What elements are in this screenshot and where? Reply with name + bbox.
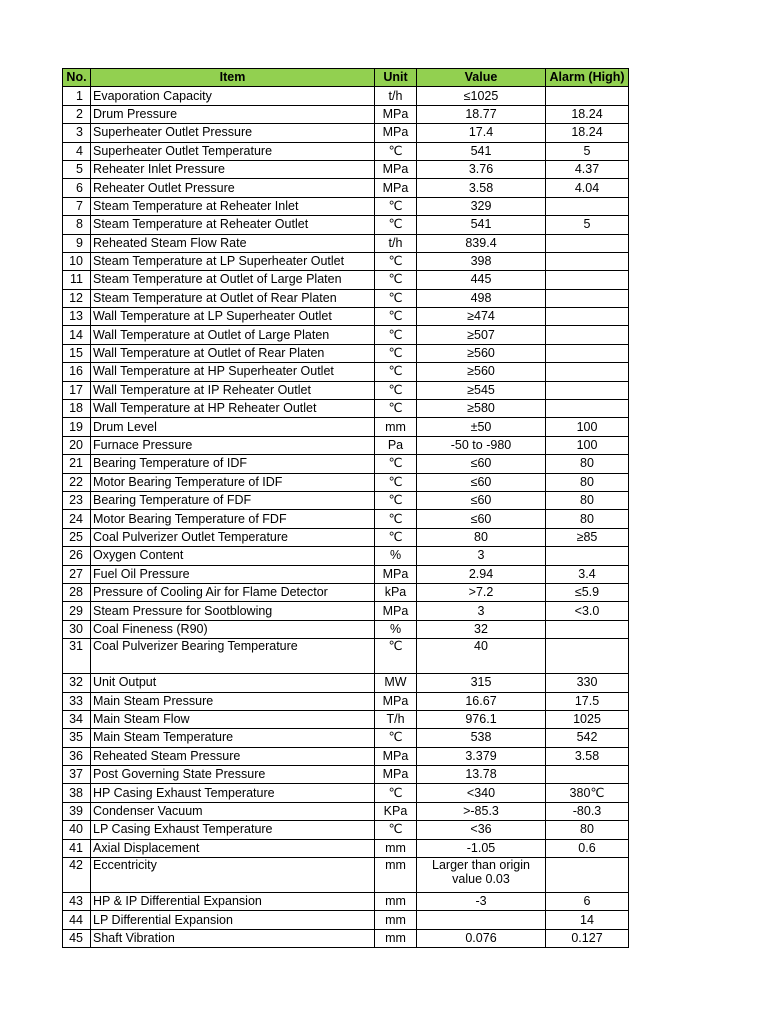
cell-no: 33 bbox=[63, 692, 91, 710]
table-row bbox=[63, 326, 629, 344]
cell-item: Coal Fineness (R90) bbox=[91, 620, 375, 638]
cell-alarm: <3.0 bbox=[546, 602, 629, 620]
cell-no: 35 bbox=[63, 729, 91, 747]
cell-no: 7 bbox=[63, 197, 91, 215]
cell-item: Reheated Steam Flow Rate bbox=[91, 234, 375, 252]
cell-unit: MPa bbox=[375, 124, 417, 142]
cell-value: 498 bbox=[417, 289, 546, 307]
cell-unit: ℃ bbox=[375, 400, 417, 418]
cell-alarm bbox=[546, 639, 629, 674]
table-row bbox=[63, 692, 629, 710]
cell-unit: ℃ bbox=[375, 639, 417, 674]
table-row bbox=[63, 602, 629, 620]
cell-value: 398 bbox=[417, 252, 546, 270]
cell-no: 27 bbox=[63, 565, 91, 583]
cell-no: 25 bbox=[63, 528, 91, 546]
cell-alarm bbox=[546, 308, 629, 326]
cell-no: 12 bbox=[63, 289, 91, 307]
cell-unit: ℃ bbox=[375, 271, 417, 289]
cell-value: ≤60 bbox=[417, 455, 546, 473]
table-body bbox=[63, 87, 629, 948]
table-row bbox=[63, 179, 629, 197]
cell-value: 3.379 bbox=[417, 747, 546, 765]
cell-value: >-85.3 bbox=[417, 802, 546, 820]
cell-no: 19 bbox=[63, 418, 91, 436]
cell-item: Shaft Vibration bbox=[91, 929, 375, 947]
header-no: No. bbox=[63, 69, 91, 87]
table-row bbox=[63, 289, 629, 307]
table-row bbox=[63, 197, 629, 215]
cell-no: 39 bbox=[63, 802, 91, 820]
cell-no: 29 bbox=[63, 602, 91, 620]
cell-alarm bbox=[546, 381, 629, 399]
cell-alarm bbox=[546, 87, 629, 105]
cell-item: Wall Temperature at Outlet of Large Platen bbox=[91, 326, 375, 344]
cell-item: Furnace Pressure bbox=[91, 436, 375, 454]
cell-alarm bbox=[546, 547, 629, 565]
cell-item: HP Casing Exhaust Temperature bbox=[91, 784, 375, 802]
table-row bbox=[63, 839, 629, 857]
cell-no: 23 bbox=[63, 491, 91, 509]
cell-no: 32 bbox=[63, 674, 91, 692]
cell-item: Reheated Steam Pressure bbox=[91, 747, 375, 765]
cell-alarm bbox=[546, 400, 629, 418]
cell-unit: MW bbox=[375, 674, 417, 692]
cell-item: Condenser Vacuum bbox=[91, 802, 375, 820]
table-row bbox=[63, 802, 629, 820]
cell-value: 40 bbox=[417, 639, 546, 674]
cell-unit: MPa bbox=[375, 692, 417, 710]
header-alarm: Alarm (High) bbox=[546, 69, 629, 87]
cell-value: 16.67 bbox=[417, 692, 546, 710]
cell-value: ≥507 bbox=[417, 326, 546, 344]
cell-item: Steam Temperature at Outlet of Rear Platen bbox=[91, 289, 375, 307]
cell-item: Wall Temperature at HP Superheater Outlet bbox=[91, 363, 375, 381]
cell-value: ≥560 bbox=[417, 344, 546, 362]
cell-no: 20 bbox=[63, 436, 91, 454]
table-row bbox=[63, 747, 629, 765]
cell-value: 3.58 bbox=[417, 179, 546, 197]
table-row bbox=[63, 271, 629, 289]
cell-unit: MPa bbox=[375, 105, 417, 123]
cell-no: 36 bbox=[63, 747, 91, 765]
cell-alarm bbox=[546, 620, 629, 638]
cell-alarm: 17.5 bbox=[546, 692, 629, 710]
cell-unit: ℃ bbox=[375, 381, 417, 399]
cell-value: 80 bbox=[417, 528, 546, 546]
table-row bbox=[63, 510, 629, 528]
cell-item: Superheater Outlet Temperature bbox=[91, 142, 375, 160]
cell-no: 24 bbox=[63, 510, 91, 528]
cell-unit: KPa bbox=[375, 802, 417, 820]
cell-value: ≤60 bbox=[417, 510, 546, 528]
cell-no: 45 bbox=[63, 929, 91, 947]
cell-item: Axial Displacement bbox=[91, 839, 375, 857]
cell-alarm: 1025 bbox=[546, 710, 629, 728]
cell-unit: ℃ bbox=[375, 473, 417, 491]
cell-unit: ℃ bbox=[375, 363, 417, 381]
cell-alarm bbox=[546, 271, 629, 289]
table-row bbox=[63, 893, 629, 911]
cell-alarm bbox=[546, 363, 629, 381]
cell-unit: MPa bbox=[375, 160, 417, 178]
cell-item: Eccentricity bbox=[91, 858, 375, 893]
table-row bbox=[63, 160, 629, 178]
cell-alarm bbox=[546, 344, 629, 362]
cell-alarm: 3.4 bbox=[546, 565, 629, 583]
cell-value: 3 bbox=[417, 547, 546, 565]
cell-value: 445 bbox=[417, 271, 546, 289]
cell-alarm: 100 bbox=[546, 436, 629, 454]
cell-item: Steam Temperature at LP Superheater Outlet bbox=[91, 252, 375, 270]
cell-item: LP Casing Exhaust Temperature bbox=[91, 821, 375, 839]
table-row bbox=[63, 583, 629, 601]
cell-alarm: 18.24 bbox=[546, 105, 629, 123]
cell-item: Fuel Oil Pressure bbox=[91, 565, 375, 583]
cell-unit: ℃ bbox=[375, 197, 417, 215]
cell-item: Motor Bearing Temperature of IDF bbox=[91, 473, 375, 491]
cell-unit: mm bbox=[375, 893, 417, 911]
cell-alarm bbox=[546, 252, 629, 270]
table-row bbox=[63, 400, 629, 418]
cell-item: Motor Bearing Temperature of FDF bbox=[91, 510, 375, 528]
cell-value: >7.2 bbox=[417, 583, 546, 601]
cell-unit: kPa bbox=[375, 583, 417, 601]
cell-no: 17 bbox=[63, 381, 91, 399]
cell-value: ≤60 bbox=[417, 473, 546, 491]
table-row bbox=[63, 639, 629, 674]
table-row bbox=[63, 911, 629, 929]
cell-value: 32 bbox=[417, 620, 546, 638]
cell-item: Oxygen Content bbox=[91, 547, 375, 565]
cell-no: 2 bbox=[63, 105, 91, 123]
cell-value: <340 bbox=[417, 784, 546, 802]
table-row bbox=[63, 710, 629, 728]
header-value: Value bbox=[417, 69, 546, 87]
cell-no: 44 bbox=[63, 911, 91, 929]
cell-value: 13.78 bbox=[417, 766, 546, 784]
cell-no: 26 bbox=[63, 547, 91, 565]
cell-value: 18.77 bbox=[417, 105, 546, 123]
table-row bbox=[63, 528, 629, 546]
cell-no: 11 bbox=[63, 271, 91, 289]
cell-value: ≥560 bbox=[417, 363, 546, 381]
table-row bbox=[63, 87, 629, 105]
cell-alarm: 80 bbox=[546, 821, 629, 839]
cell-no: 37 bbox=[63, 766, 91, 784]
cell-unit: t/h bbox=[375, 234, 417, 252]
table-row bbox=[63, 142, 629, 160]
table-row bbox=[63, 234, 629, 252]
cell-value: 538 bbox=[417, 729, 546, 747]
cell-no: 42 bbox=[63, 858, 91, 893]
cell-value: -3 bbox=[417, 893, 546, 911]
cell-unit: ℃ bbox=[375, 142, 417, 160]
cell-alarm: 0.6 bbox=[546, 839, 629, 857]
cell-unit: Pa bbox=[375, 436, 417, 454]
table-row bbox=[63, 858, 629, 893]
cell-value: ≤60 bbox=[417, 491, 546, 509]
cell-item: Bearing Temperature of IDF bbox=[91, 455, 375, 473]
cell-alarm: 0.127 bbox=[546, 929, 629, 947]
table-row bbox=[63, 766, 629, 784]
cell-value: -1.05 bbox=[417, 839, 546, 857]
cell-alarm: 80 bbox=[546, 491, 629, 509]
cell-value: 2.94 bbox=[417, 565, 546, 583]
cell-alarm bbox=[546, 234, 629, 252]
cell-item: HP & IP Differential Expansion bbox=[91, 893, 375, 911]
cell-item: Steam Pressure for Sootblowing bbox=[91, 602, 375, 620]
table-row bbox=[63, 436, 629, 454]
cell-value: ≥580 bbox=[417, 400, 546, 418]
cell-item: Steam Temperature at Reheater Outlet bbox=[91, 216, 375, 234]
cell-alarm: 18.24 bbox=[546, 124, 629, 142]
cell-alarm: 542 bbox=[546, 729, 629, 747]
cell-item: Post Governing State Pressure bbox=[91, 766, 375, 784]
cell-item: Drum Pressure bbox=[91, 105, 375, 123]
cell-no: 9 bbox=[63, 234, 91, 252]
cell-alarm: 4.37 bbox=[546, 160, 629, 178]
cell-unit: ℃ bbox=[375, 510, 417, 528]
cell-unit: t/h bbox=[375, 87, 417, 105]
cell-item: Evaporation Capacity bbox=[91, 87, 375, 105]
table-row bbox=[63, 784, 629, 802]
cell-no: 30 bbox=[63, 620, 91, 638]
cell-no: 16 bbox=[63, 363, 91, 381]
cell-unit: ℃ bbox=[375, 821, 417, 839]
cell-alarm: -80.3 bbox=[546, 802, 629, 820]
cell-alarm: 80 bbox=[546, 473, 629, 491]
cell-alarm: 100 bbox=[546, 418, 629, 436]
cell-alarm bbox=[546, 766, 629, 784]
cell-item: Main Steam Temperature bbox=[91, 729, 375, 747]
cell-no: 15 bbox=[63, 344, 91, 362]
cell-no: 40 bbox=[63, 821, 91, 839]
cell-value: 541 bbox=[417, 216, 546, 234]
cell-alarm bbox=[546, 197, 629, 215]
table-row bbox=[63, 308, 629, 326]
cell-alarm bbox=[546, 326, 629, 344]
cell-value: 315 bbox=[417, 674, 546, 692]
cell-no: 14 bbox=[63, 326, 91, 344]
cell-no: 5 bbox=[63, 160, 91, 178]
cell-alarm: 330 bbox=[546, 674, 629, 692]
cell-value: 3 bbox=[417, 602, 546, 620]
parameters-table bbox=[62, 68, 629, 948]
cell-value: 0.076 bbox=[417, 929, 546, 947]
cell-value: 541 bbox=[417, 142, 546, 160]
cell-value: ±50 bbox=[417, 418, 546, 436]
cell-value: Larger than origin value 0.03 bbox=[417, 858, 546, 893]
cell-unit: ℃ bbox=[375, 216, 417, 234]
cell-no: 3 bbox=[63, 124, 91, 142]
cell-value: ≥545 bbox=[417, 381, 546, 399]
table-row bbox=[63, 363, 629, 381]
cell-alarm: ≥85 bbox=[546, 528, 629, 546]
cell-no: 43 bbox=[63, 893, 91, 911]
header-row bbox=[63, 69, 629, 87]
cell-item: Reheater Inlet Pressure bbox=[91, 160, 375, 178]
cell-no: 21 bbox=[63, 455, 91, 473]
cell-unit: ℃ bbox=[375, 252, 417, 270]
cell-unit: ℃ bbox=[375, 344, 417, 362]
table-row bbox=[63, 418, 629, 436]
cell-item: Pressure of Cooling Air for Flame Detector bbox=[91, 583, 375, 601]
cell-item: Drum Level bbox=[91, 418, 375, 436]
cell-value: 3.76 bbox=[417, 160, 546, 178]
cell-unit: T/h bbox=[375, 710, 417, 728]
cell-alarm: ≤5.9 bbox=[546, 583, 629, 601]
cell-value: 839.4 bbox=[417, 234, 546, 252]
table-row bbox=[63, 105, 629, 123]
cell-unit: ℃ bbox=[375, 784, 417, 802]
cell-unit: mm bbox=[375, 418, 417, 436]
cell-item: Unit Output bbox=[91, 674, 375, 692]
cell-unit: MPa bbox=[375, 602, 417, 620]
cell-value bbox=[417, 911, 546, 929]
cell-alarm: 380℃ bbox=[546, 784, 629, 802]
cell-unit: MPa bbox=[375, 565, 417, 583]
cell-item: LP Differential Expansion bbox=[91, 911, 375, 929]
cell-no: 18 bbox=[63, 400, 91, 418]
cell-alarm: 6 bbox=[546, 893, 629, 911]
cell-item: Wall Temperature at LP Superheater Outlet bbox=[91, 308, 375, 326]
cell-unit: ℃ bbox=[375, 308, 417, 326]
cell-item: Main Steam Pressure bbox=[91, 692, 375, 710]
cell-unit: % bbox=[375, 547, 417, 565]
table-row bbox=[63, 821, 629, 839]
cell-unit: mm bbox=[375, 839, 417, 857]
cell-unit: mm bbox=[375, 858, 417, 893]
table-row bbox=[63, 674, 629, 692]
cell-unit: MPa bbox=[375, 179, 417, 197]
cell-no: 41 bbox=[63, 839, 91, 857]
header-unit: Unit bbox=[375, 69, 417, 87]
cell-no: 28 bbox=[63, 583, 91, 601]
cell-unit: ℃ bbox=[375, 528, 417, 546]
cell-unit: MPa bbox=[375, 747, 417, 765]
cell-value: <36 bbox=[417, 821, 546, 839]
cell-no: 22 bbox=[63, 473, 91, 491]
cell-unit: % bbox=[375, 620, 417, 638]
cell-value: 17.4 bbox=[417, 124, 546, 142]
table-row bbox=[63, 565, 629, 583]
table-row bbox=[63, 620, 629, 638]
table-row bbox=[63, 491, 629, 509]
cell-no: 34 bbox=[63, 710, 91, 728]
cell-no: 1 bbox=[63, 87, 91, 105]
table-row bbox=[63, 729, 629, 747]
cell-item: Steam Temperature at Outlet of Large Platen bbox=[91, 271, 375, 289]
cell-no: 38 bbox=[63, 784, 91, 802]
cell-item: Wall Temperature at Outlet of Rear Platen bbox=[91, 344, 375, 362]
cell-alarm bbox=[546, 858, 629, 893]
cell-alarm bbox=[546, 289, 629, 307]
cell-alarm: 5 bbox=[546, 142, 629, 160]
cell-no: 8 bbox=[63, 216, 91, 234]
table-row bbox=[63, 473, 629, 491]
cell-item: Wall Temperature at HP Reheater Outlet bbox=[91, 400, 375, 418]
cell-item: Reheater Outlet Pressure bbox=[91, 179, 375, 197]
cell-item: Wall Temperature at IP Reheater Outlet bbox=[91, 381, 375, 399]
table-row bbox=[63, 455, 629, 473]
cell-item: Coal Pulverizer Bearing Temperature bbox=[91, 639, 375, 674]
cell-unit: MPa bbox=[375, 766, 417, 784]
cell-unit: mm bbox=[375, 911, 417, 929]
cell-item: Steam Temperature at Reheater Inlet bbox=[91, 197, 375, 215]
header-item: Item bbox=[91, 69, 375, 87]
cell-item: Superheater Outlet Pressure bbox=[91, 124, 375, 142]
cell-unit: ℃ bbox=[375, 491, 417, 509]
cell-alarm: 4.04 bbox=[546, 179, 629, 197]
cell-unit: ℃ bbox=[375, 729, 417, 747]
cell-value: ≥474 bbox=[417, 308, 546, 326]
cell-no: 31 bbox=[63, 639, 91, 674]
cell-no: 13 bbox=[63, 308, 91, 326]
cell-item: Bearing Temperature of FDF bbox=[91, 491, 375, 509]
cell-alarm: 14 bbox=[546, 911, 629, 929]
cell-value: 976.1 bbox=[417, 710, 546, 728]
cell-unit: ℃ bbox=[375, 289, 417, 307]
cell-unit: ℃ bbox=[375, 455, 417, 473]
cell-unit: mm bbox=[375, 929, 417, 947]
cell-alarm: 5 bbox=[546, 216, 629, 234]
table-row bbox=[63, 381, 629, 399]
cell-alarm: 80 bbox=[546, 510, 629, 528]
cell-no: 4 bbox=[63, 142, 91, 160]
cell-item: Coal Pulverizer Outlet Temperature bbox=[91, 528, 375, 546]
cell-value: -50 to -980 bbox=[417, 436, 546, 454]
cell-value: 329 bbox=[417, 197, 546, 215]
table-row bbox=[63, 547, 629, 565]
table-row bbox=[63, 252, 629, 270]
cell-value: ≤1025 bbox=[417, 87, 546, 105]
table-row bbox=[63, 216, 629, 234]
cell-unit: ℃ bbox=[375, 326, 417, 344]
cell-no: 10 bbox=[63, 252, 91, 270]
cell-no: 6 bbox=[63, 179, 91, 197]
table-row bbox=[63, 344, 629, 362]
table-row bbox=[63, 124, 629, 142]
cell-item: Main Steam Flow bbox=[91, 710, 375, 728]
cell-alarm: 80 bbox=[546, 455, 629, 473]
table-row bbox=[63, 929, 629, 947]
cell-alarm: 3.58 bbox=[546, 747, 629, 765]
